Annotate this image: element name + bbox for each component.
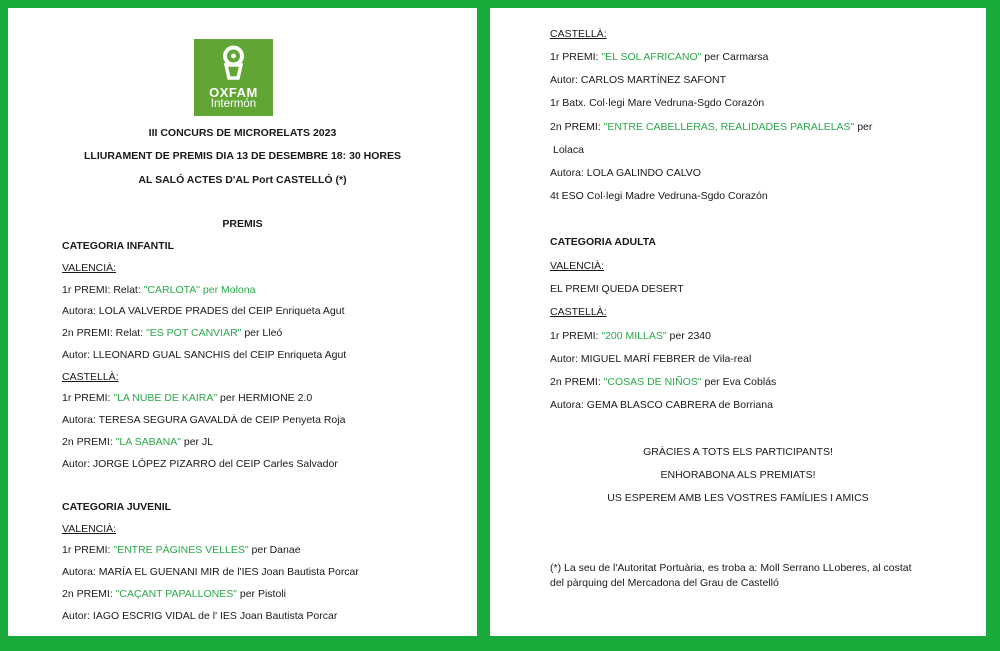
juvenil-castella-second-prize: 2n PREMI: "ENTRE CABELLERAS, REALIDADES PARALELAS" per [550,121,873,133]
infantil-castella-heading: CASTELLÀ: [62,371,119,383]
adulta-castella-first-prize: 1r PREMI: "200 MILLAS" per 2340 [550,330,711,342]
juvenil-castella-first-prize: 1r PREMI: "EL SOL AFRICANO" per Carmarsa [550,51,769,63]
infantil-valencia-heading: VALENCIÀ: [62,262,117,274]
right-page [490,8,986,636]
juvenil-castella-first-school: 1r Batx. Col·legi Mare Vedruna-Sgdo Corazón [550,97,765,109]
closing-invitation: US ESPEREM AMB LES VOSTRES FAMÍLIES I AMICS [607,492,869,504]
juvenil-valencia-second-prize: 2n PREMI: "CAÇANT PAPALLONES" per Pistoli [62,588,286,600]
juvenil-valencia-second-author: Autor: IAGO ESCRIG VIDAL de l' IES Joan Bautista Porcar [62,610,338,622]
footnote-line-1: (*) La seu de l'Autoritat Portuària, es troba a: Moll Serrano LLoberes, al costat [550,562,912,574]
header-date: LLIURAMENT DE PREMIS DIA 13 DE DESEMBRE 18: 30 HORES [84,150,401,162]
category-adulta: CATEGORIA ADULTA [550,236,656,248]
premis-heading: PREMIS [222,218,263,230]
adulta-castella-first-author: Autor: MIGUEL MARÍ FEBRER de Vila-real [550,353,752,365]
closing-thanks: GRÀCIES A TOTS ELS PARTICIPANTS! [643,446,833,458]
juvenil-valencia-heading: VALENCIÀ: [62,523,117,535]
infantil-valencia-second-prize: 2n PREMI: Relat: "ES POT CANVIAR" per Lleó [62,327,283,339]
infantil-castella-second-prize: 2n PREMI: "LA SABANA" per JL [62,436,214,448]
left-page [8,8,477,636]
adulta-castella-second-author: Autora: GEMA BLASCO CABRERA de Borriana [550,399,773,411]
juvenil-castella-heading: CASTELLÀ: [550,28,607,40]
oxfam-person-icon [221,44,246,82]
adulta-valencia-heading: VALENCIÀ: [550,260,605,272]
category-juvenil: CATEGORIA JUVENIL [62,501,172,513]
juvenil-castella-second-pseudonym: Lolaca [553,144,584,156]
juvenil-castella-first-author: Autor: CARLOS MARTÍNEZ SAFONT [550,74,727,86]
category-infantil: CATEGORIA INFANTIL [62,240,174,252]
infantil-valencia-first-author: Autora: LOLA VALVERDE PRADES del CEIP Enriqueta Agut [62,305,345,317]
juvenil-castella-second-author: Autora: LOLA GALINDO CALVO [550,167,701,179]
header-location: AL SALÓ ACTES D'AL Port CASTELLÓ (*) [138,174,347,186]
infantil-valencia-second-author: Autor: LLEONARD GUAL SANCHIS del CEIP Enriqueta Agut [62,349,347,361]
infantil-castella-first-prize: 1r PREMI: "LA NUBE DE KAIRA" per HERMIONE 2.0 [62,392,313,404]
header-title: III CONCURS DE MICRORELATS 2023 [148,127,337,139]
adulta-castella-second-prize: 2n PREMI: "COSAS DE NIÑOS" per Eva Coblás [550,376,777,388]
oxfam-logo [194,39,273,116]
juvenil-valencia-first-prize: 1r PREMI: "ENTRE PÀGINES VELLES" per Danae [62,544,301,556]
adulta-valencia-result: EL PREMI QUEDA DESERT [550,283,684,295]
footnote-line-2: del pàrquing del Mercadona del Grau de Castelló [550,577,779,589]
logo-subtitle: Intermón [210,98,257,110]
adulta-castella-heading: CASTELLÀ: [550,306,607,318]
logo-brand: OXFAM [209,85,258,100]
closing-congrats: ENHORABONA ALS PREMIATS! [660,469,816,481]
juvenil-castella-second-school: 4t ESO Col·legi Madre Vedruna-Sgdo Corazón [550,190,768,202]
juvenil-valencia-first-author: Autora: MARÍA EL GUENANI MIR de l'IES Joan Bautista Porcar [62,566,359,578]
infantil-castella-first-author: Autora: TERESA SEGURA GAVALDÀ de CEIP Penyeta Roja [62,414,346,426]
infantil-castella-second-author: Autor: JORGE LÓPEZ PIZARRO del CEIP Carles Salvador [62,458,338,470]
infantil-valencia-first-prize: 1r PREMI: Relat: "CARLOTA" per Molona [62,284,256,296]
